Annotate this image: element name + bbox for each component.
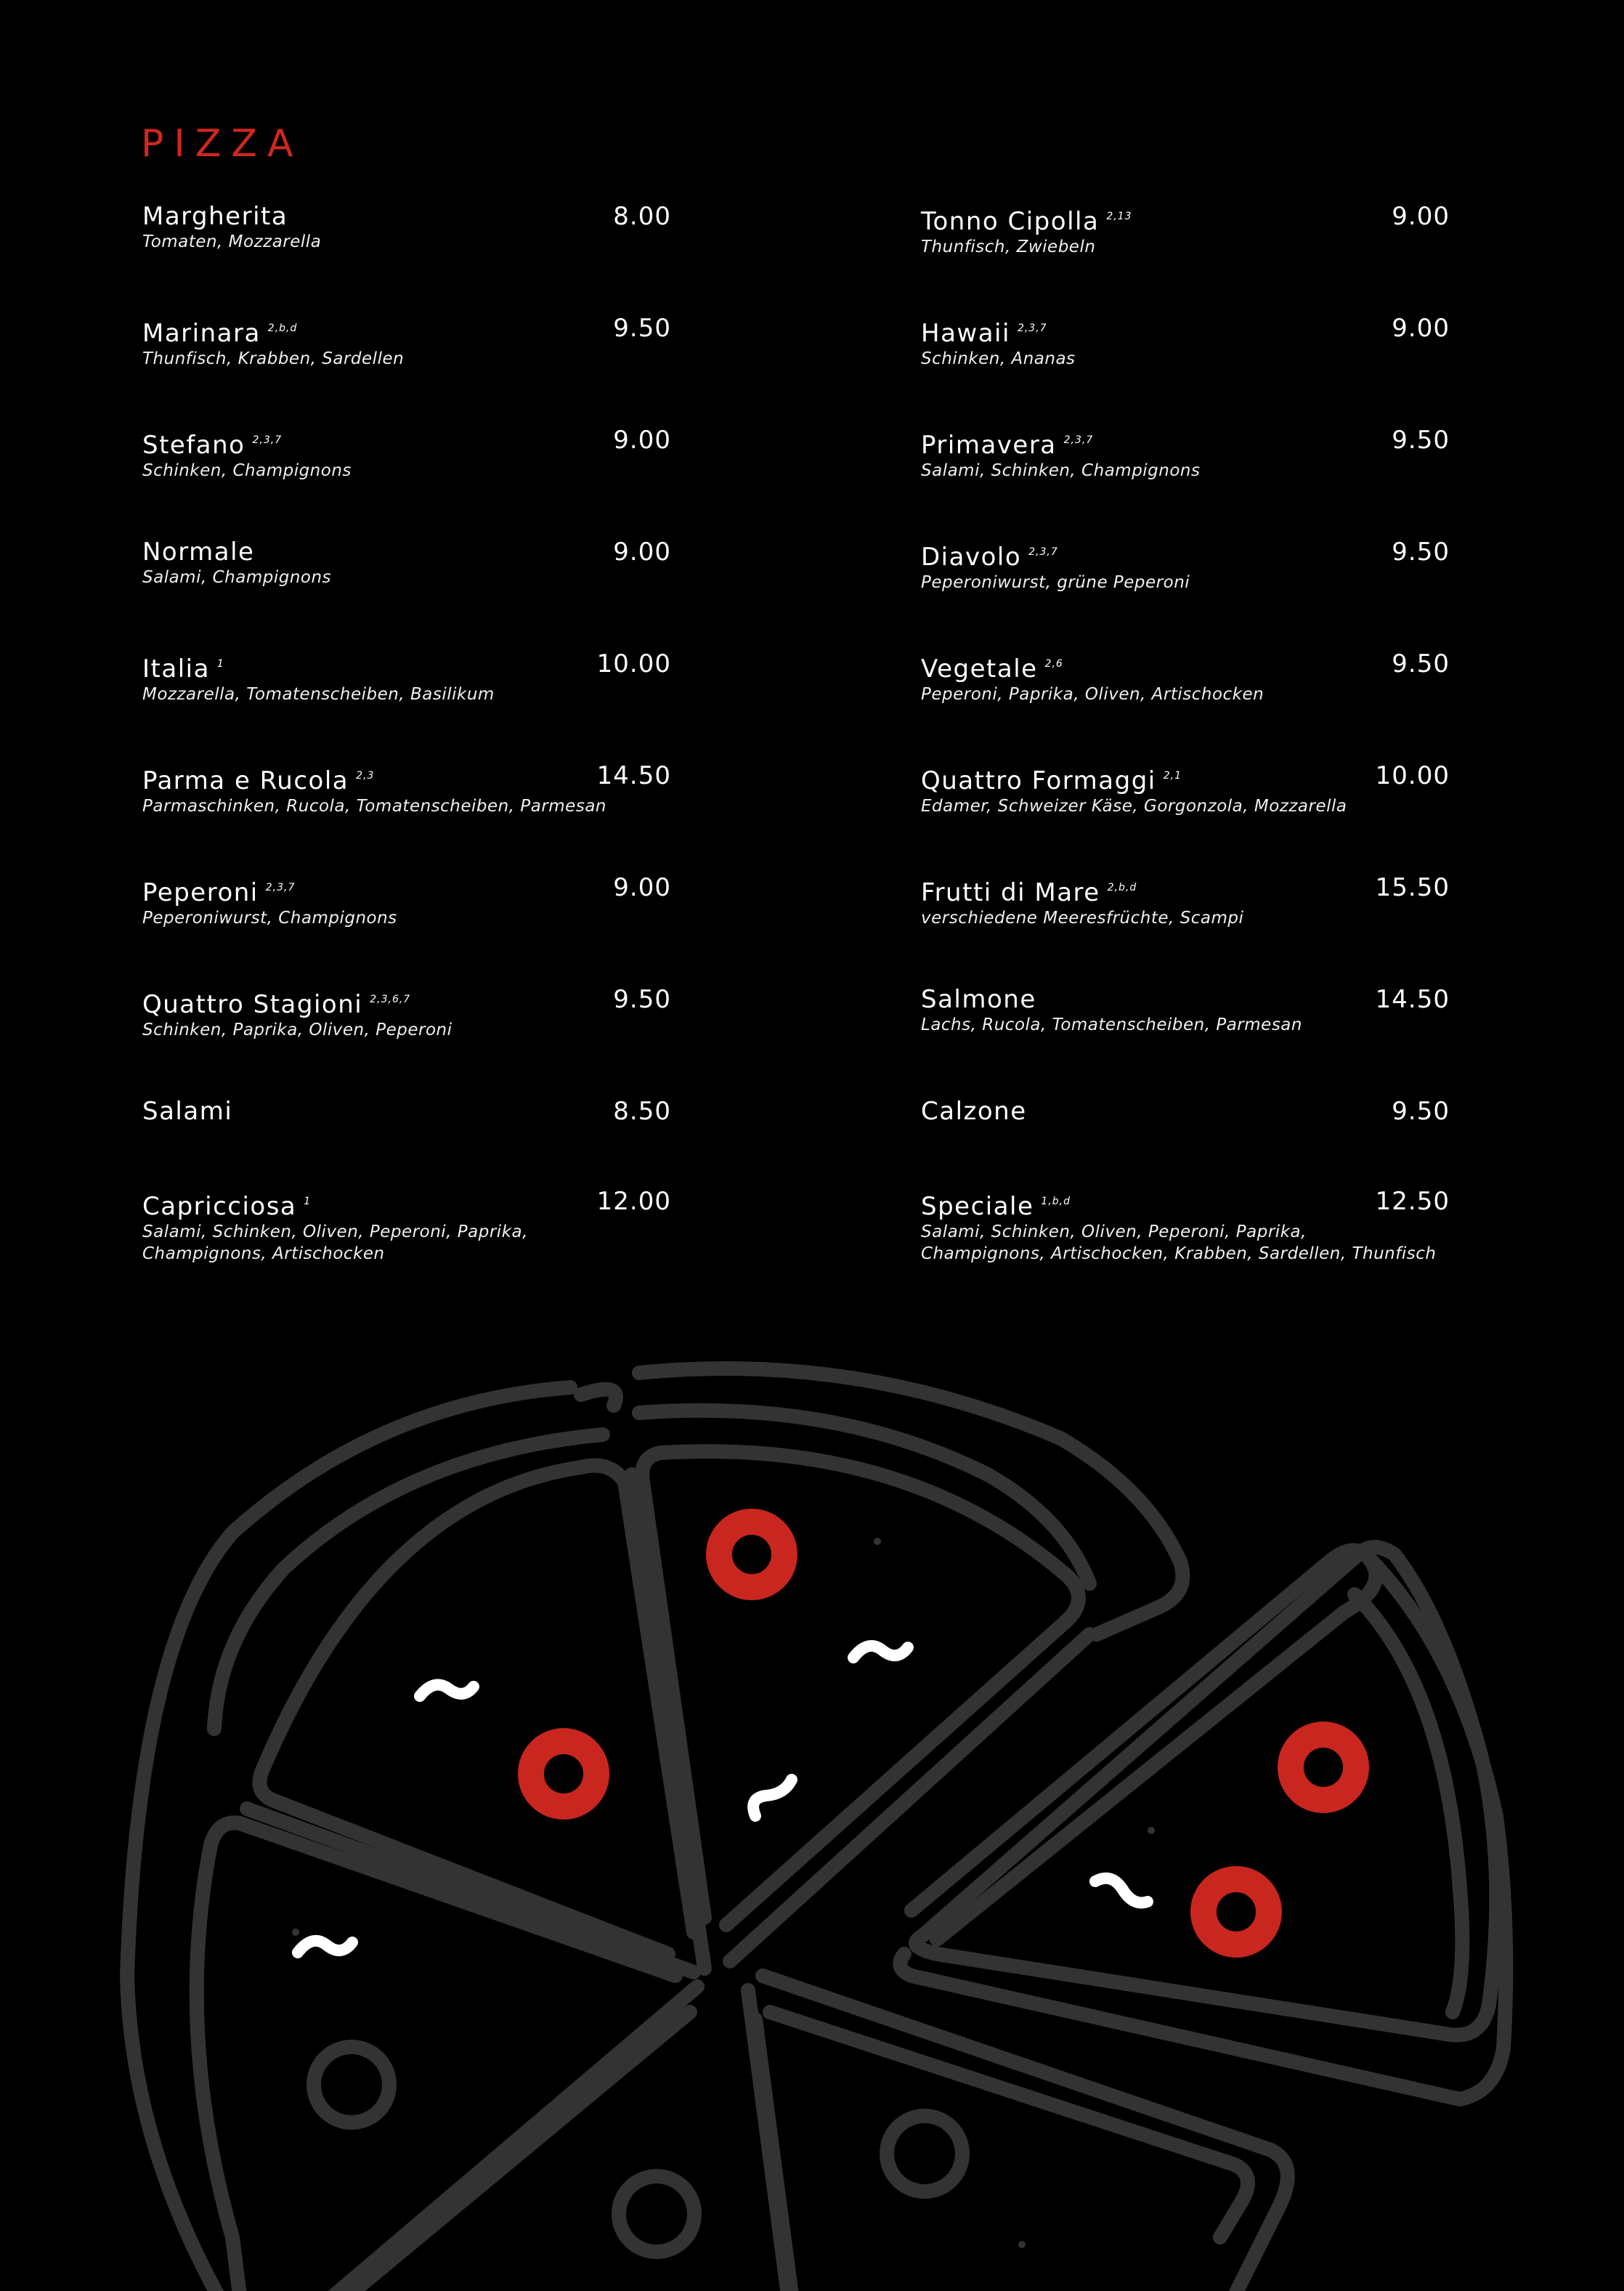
menu-item-allergens: 2,13 xyxy=(1106,211,1132,222)
menu-item-price: 14.50 xyxy=(1375,985,1450,1014)
menu-item xyxy=(921,314,1454,426)
menu-item xyxy=(142,985,675,1097)
menu-item-allergens: 2,3,7 xyxy=(265,882,296,893)
menu-item-description: Peperoniwurst, grüne Peperoni xyxy=(921,573,1190,592)
menu-item-title: Salami xyxy=(142,1097,233,1126)
menu-item-title: Margherita xyxy=(142,202,288,231)
menu-item-name xyxy=(142,426,675,460)
menu-item-price: 12.00 xyxy=(596,1187,671,1216)
menu-item-price: 9.00 xyxy=(613,426,671,455)
menu-item-price: 9.00 xyxy=(613,873,671,902)
menu-item xyxy=(921,1097,1454,1187)
menu-item-title: Tonno Cipolla xyxy=(921,207,1100,236)
menu-item xyxy=(921,649,1454,761)
menu-item-description: Thunfisch, Krabben, Sardellen xyxy=(142,349,405,368)
menu-item-name xyxy=(142,761,675,795)
menu-item xyxy=(142,426,675,538)
menu-item-description: Edamer, Schweizer Käse, Gorgonzola, Mozzarella xyxy=(921,797,1347,816)
menu-item-description: Schinken, Ananas xyxy=(921,349,1076,368)
menu-item-name xyxy=(142,1097,675,1126)
menu-item-title: Peperoni xyxy=(142,878,259,907)
menu-item xyxy=(142,649,675,761)
menu-item-description: Peperoniwurst, Champignons xyxy=(142,909,397,928)
menu-item-title: Italia xyxy=(142,654,210,684)
menu-item-allergens: 2,b,d xyxy=(267,323,298,334)
menu-item-allergens: 2,3,6,7 xyxy=(370,994,411,1005)
menu-item-title: Calzone xyxy=(921,1097,1027,1126)
menu-column-right xyxy=(921,202,1454,1299)
menu-item xyxy=(142,1097,675,1187)
menu-item-description: Lachs, Rucola, Tomatenscheiben, Parmesan xyxy=(921,1015,1302,1034)
menu-item xyxy=(142,1187,675,1299)
menu-item-title: Parma e Rucola xyxy=(142,766,349,795)
menu-item-name xyxy=(142,314,675,348)
menu-item-title: Speciale xyxy=(921,1192,1034,1221)
menu-item-description: Salami, Champignons xyxy=(142,568,332,587)
menu-item-allergens: 2,3,7 xyxy=(252,434,283,446)
menu-item-allergens: 2,1 xyxy=(1163,770,1182,782)
menu-item xyxy=(142,202,675,314)
menu-item-name xyxy=(921,426,1454,460)
menu-item-price: 9.50 xyxy=(1392,426,1450,455)
menu-item-name xyxy=(921,761,1454,795)
menu-item-allergens: 2,b,d xyxy=(1107,882,1137,893)
menu-item xyxy=(921,761,1454,873)
menu-item-title: Capricciosa xyxy=(142,1192,297,1221)
menu-item-name xyxy=(142,1187,675,1221)
menu-item-title: Quattro Formaggi xyxy=(921,766,1156,795)
menu-item-allergens: 1,b,d xyxy=(1041,1196,1071,1207)
menu-item-title: Marinara xyxy=(142,319,261,348)
menu-item-description: Champignons, Artischocken, Krabben, Sardellen, Thunfisch xyxy=(921,1244,1437,1263)
menu-item xyxy=(142,761,675,873)
page-title: PIZZA xyxy=(141,122,304,166)
menu-item-title: Quattro Stagioni xyxy=(142,990,363,1019)
menu-item-description: Salami, Schinken, Oliven, Peperoni, Paprika, xyxy=(142,1222,528,1241)
menu-item-price: 9.00 xyxy=(1392,202,1450,231)
menu-item-title: Vegetale xyxy=(921,654,1038,684)
menu-item-allergens: 2,3,7 xyxy=(1028,546,1058,558)
menu-item-allergens: 2,3,7 xyxy=(1017,323,1047,334)
menu-item-name xyxy=(921,1187,1454,1221)
menu-item-description: Parmaschinken, Rucola, Tomatenscheiben, Parmesan xyxy=(142,797,606,816)
menu-item-price: 9.50 xyxy=(1392,649,1450,678)
menu-item-description: Schinken, Champignons xyxy=(142,461,352,480)
menu-item-title: Primavera xyxy=(921,431,1057,460)
menu-item-title: Diavolo xyxy=(921,543,1022,572)
menu-item-price: 9.50 xyxy=(1392,1097,1450,1126)
menu-item-allergens: 1 xyxy=(304,1196,312,1207)
menu-item xyxy=(921,538,1454,649)
menu-item-price: 9.00 xyxy=(613,538,671,567)
menu-item xyxy=(921,1187,1454,1299)
menu-item xyxy=(921,202,1454,314)
menu-item-name xyxy=(142,649,675,684)
menu-item xyxy=(921,873,1454,985)
menu-item-price: 9.50 xyxy=(1392,538,1450,567)
menu-item-title: Frutti di Mare xyxy=(921,878,1100,907)
menu-item-allergens: 1 xyxy=(216,658,224,670)
menu-item-price: 9.00 xyxy=(1392,314,1450,343)
menu-item xyxy=(921,985,1454,1097)
menu-item-name xyxy=(142,202,675,231)
menu-item-price: 9.50 xyxy=(613,314,671,343)
menu-item-description: Salami, Schinken, Champignons xyxy=(921,461,1201,480)
menu-item-name xyxy=(921,1097,1454,1126)
menu-item-title: Hawaii xyxy=(921,319,1010,348)
menu-item xyxy=(142,314,675,426)
menu-item-title: Salmone xyxy=(921,985,1036,1014)
menu-item-price: 9.50 xyxy=(613,985,671,1014)
menu-item-price: 14.50 xyxy=(596,761,671,790)
menu-item-title: Stefano xyxy=(142,431,245,460)
menu-item-description: Champignons, Artischocken xyxy=(142,1244,385,1263)
menu-item-name xyxy=(142,873,675,907)
menu-item-description: Mozzarella, Tomatenscheiben, Basilikum xyxy=(142,685,495,704)
menu-item-description: Thunfisch, Zwiebeln xyxy=(921,238,1096,256)
menu-item-description: Schinken, Paprika, Oliven, Peperoni xyxy=(142,1021,452,1039)
menu-item-description: verschiedene Meeresfrüchte, Scampi xyxy=(921,909,1244,928)
menu-item-name xyxy=(142,985,675,1019)
menu-item-title: Normale xyxy=(142,538,255,567)
menu-item xyxy=(142,538,675,649)
menu-item-price: 15.50 xyxy=(1375,873,1450,902)
menu-item-description: Tomaten, Mozzarella xyxy=(142,232,322,251)
pizza-outline-icon xyxy=(0,1337,1624,2291)
menu-item-price: 10.00 xyxy=(1375,761,1450,790)
menu-item xyxy=(142,873,675,985)
menu-item-name xyxy=(921,873,1454,907)
menu-item-name xyxy=(921,985,1454,1014)
menu-item-allergens: 2,3,7 xyxy=(1063,434,1094,446)
menu-item-price: 12.50 xyxy=(1375,1187,1450,1216)
menu-item-price: 8.50 xyxy=(613,1097,671,1126)
menu-column-left xyxy=(142,202,675,1299)
menu-item-allergens: 2,3 xyxy=(356,770,375,782)
menu-item-description: Salami, Schinken, Oliven, Peperoni, Paprika, xyxy=(921,1222,1307,1241)
menu-item-name xyxy=(921,202,1454,236)
menu-item-name xyxy=(921,314,1454,348)
menu-item-allergens: 2,6 xyxy=(1044,658,1063,670)
menu-item-description: Peperoni, Paprika, Oliven, Artischocken xyxy=(921,685,1264,704)
menu-item-name xyxy=(921,649,1454,684)
menu-item-price: 10.00 xyxy=(596,649,671,678)
menu-item-price: 8.00 xyxy=(613,202,671,231)
menu-item-name xyxy=(142,538,675,567)
menu-item-name xyxy=(921,538,1454,572)
menu-item xyxy=(921,426,1454,538)
